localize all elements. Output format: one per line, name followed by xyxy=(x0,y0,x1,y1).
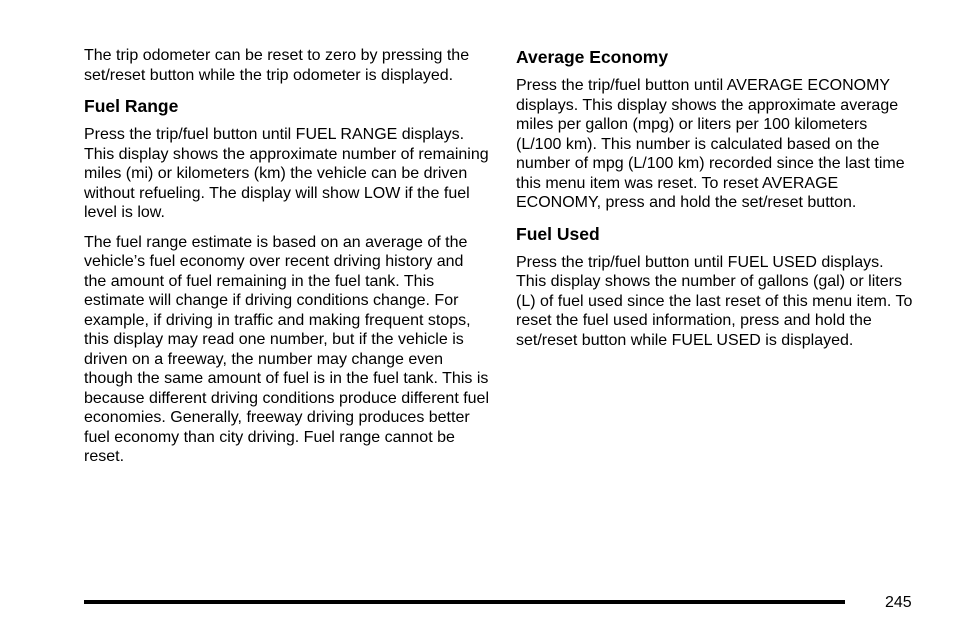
page-number: 245 xyxy=(885,594,912,611)
fuel-range-paragraph-1: Press the trip/fuel button until FUEL RANGE displays. This display shows the approximate number of remaining miles (mi) or kilometers (km) the vehicle can be driven without refueling. The display will show LOW if the fuel level is low. xyxy=(84,126,489,221)
average-economy-paragraph: Press the trip/fuel button until AVERAGE ECONOMY displays. This display shows the approximate average miles per gallon (mpg) or liters per 100 kilometers (L/100 km). This number is calculated based on the number of mpg (L/100 km) recorded since the last time this menu item was reset. To reset AVERAGE ECONOMY, press and hold the set/reset button. xyxy=(516,77,905,211)
right-column xyxy=(516,46,916,360)
fuel-used-heading: Fuel Used xyxy=(516,223,600,244)
average-economy-heading: Average Economy xyxy=(516,47,669,67)
footer-rule xyxy=(84,600,845,604)
fuel-range-heading: Fuel Range xyxy=(84,96,179,116)
left-column xyxy=(84,46,489,477)
fuel-used-paragraph: Press the trip/fuel button until FUEL USED displays. This display shows the number of gallons (gal) or liters (L) of fuel used since the last reset of this menu item. To reset the fuel used information, press and hold the set/reset button while FUEL USED is displayed. xyxy=(516,253,913,349)
fuel-range-paragraph-2: The fuel range estimate is based on an average of the vehicle’s fuel economy over recent driving history and the amount of fuel remaining in the fuel tank. This estimate will change if driving conditions change. For example, if driving in traffic and making frequent stops, this display may read one number, but if the vehicle is driven on a freeway, the number may change even though the same amount of fuel is in the fuel tank. This is because different driving conditions produce different fuel economies. Generally, freeway driving produces better fuel economy than city driving. Fuel range cannot be reset. xyxy=(84,233,490,465)
intro-paragraph: The trip odometer can be reset to zero by pressing the set/reset button while the trip odometer is displayed. xyxy=(84,47,470,84)
